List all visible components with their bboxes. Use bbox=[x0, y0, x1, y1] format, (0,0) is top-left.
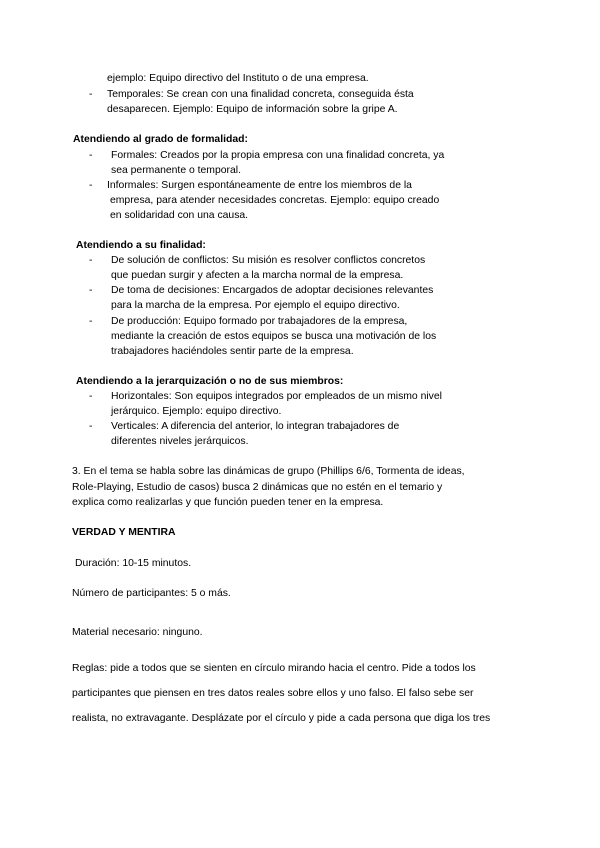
list-item-conflictos: De solución de conflictos: Su misión es resolver conflictos concretos bbox=[111, 255, 426, 266]
duration-text: Duración: 10-15 minutos. bbox=[75, 558, 192, 569]
text-line: mediante la creación de estos equipos se busca una motivación de los bbox=[111, 331, 437, 342]
list-bullet: - bbox=[89, 255, 93, 266]
list-bullet: - bbox=[89, 89, 93, 100]
text-line: sea permanente o temporal. bbox=[111, 165, 241, 176]
list-item-formales: Formales: Creados por la propia empresa con una finalidad concreta, ya bbox=[111, 150, 445, 161]
list-item-produccion: De producción: Equipo formado por trabajadores de la empresa, bbox=[111, 316, 408, 327]
heading-jerarquizacion: Atendiendo a la jerarquización o no de sus miembros: bbox=[76, 376, 344, 387]
list-item-informales: Informales: Surgen espontáneamente de entre los miembros de la bbox=[107, 180, 412, 191]
text-line: jerárquico. Ejemplo: equipo directivo. bbox=[111, 406, 282, 417]
text-line: que puedan surgir y afecten a la marcha normal de la empresa. bbox=[111, 270, 404, 281]
list-item-horizontales: Horizontales: Son equipos integrados por empleados de un mismo nivel bbox=[111, 391, 442, 402]
text-line: participantes que piensen en tres datos reales sobre ellos y uno falso. El falso sebe ser bbox=[72, 688, 474, 699]
list-item-verticales: Verticales: A diferencia del anterior, lo integran trabajadores de bbox=[111, 421, 400, 432]
text-line: Role-Playing, Estudio de casos) busca 2 dinámicas que no estén en el temario y bbox=[72, 482, 443, 493]
list-bullet: - bbox=[89, 391, 93, 402]
list-bullet: - bbox=[89, 316, 93, 327]
list-item-temporales: Temporales: Se crean con una finalidad concreta, conseguida ésta bbox=[107, 89, 414, 100]
material-text: Material necesario: ninguno. bbox=[72, 627, 203, 638]
text-line: explica como realizarlas y que función pueden tener en la empresa. bbox=[72, 497, 384, 508]
list-bullet: - bbox=[89, 285, 93, 296]
text-line: realista, no extravagante. Desplázate por el círculo y pide a cada persona que diga los tres bbox=[72, 713, 491, 724]
list-bullet: - bbox=[89, 180, 93, 191]
list-bullet: - bbox=[89, 150, 93, 161]
participants-text: Número de participantes: 5 o más. bbox=[72, 588, 231, 599]
text-line: ejemplo: Equipo directivo del Instituto o de una empresa. bbox=[107, 73, 369, 84]
text-line: empresa, para atender necesidades concretas. Ejemplo: equipo creado bbox=[110, 195, 440, 206]
heading-verdad-y-mentira: VERDAD Y MENTIRA bbox=[72, 527, 176, 538]
text-line: para la marcha de la empresa. Por ejemplo el equipo directivo. bbox=[111, 300, 400, 311]
heading-formalidad: Atendiendo al grado de formalidad: bbox=[73, 134, 248, 145]
question-paragraph: 3. En el tema se habla sobre las dinámicas de grupo (Phillips 6/6, Tormenta de ideas, bbox=[72, 466, 465, 477]
heading-finalidad: Atendiendo a su finalidad: bbox=[76, 240, 206, 251]
text-line: diferentes niveles jerárquicos. bbox=[111, 436, 249, 447]
text-line: desaparecen. Ejemplo: Equipo de información sobre la gripe A. bbox=[107, 104, 398, 115]
text-line: en solidaridad con una causa. bbox=[110, 210, 249, 221]
rules-paragraph: Reglas: pide a todos que se sienten en círculo mirando hacia el centro. Pide a todos los bbox=[72, 663, 476, 674]
text-line: trabajadores haciéndoles sentir parte de la empresa. bbox=[111, 346, 354, 357]
list-bullet: - bbox=[89, 421, 93, 432]
list-item-decisiones: De toma de decisiones: Encargados de adoptar decisiones relevantes bbox=[111, 285, 434, 296]
